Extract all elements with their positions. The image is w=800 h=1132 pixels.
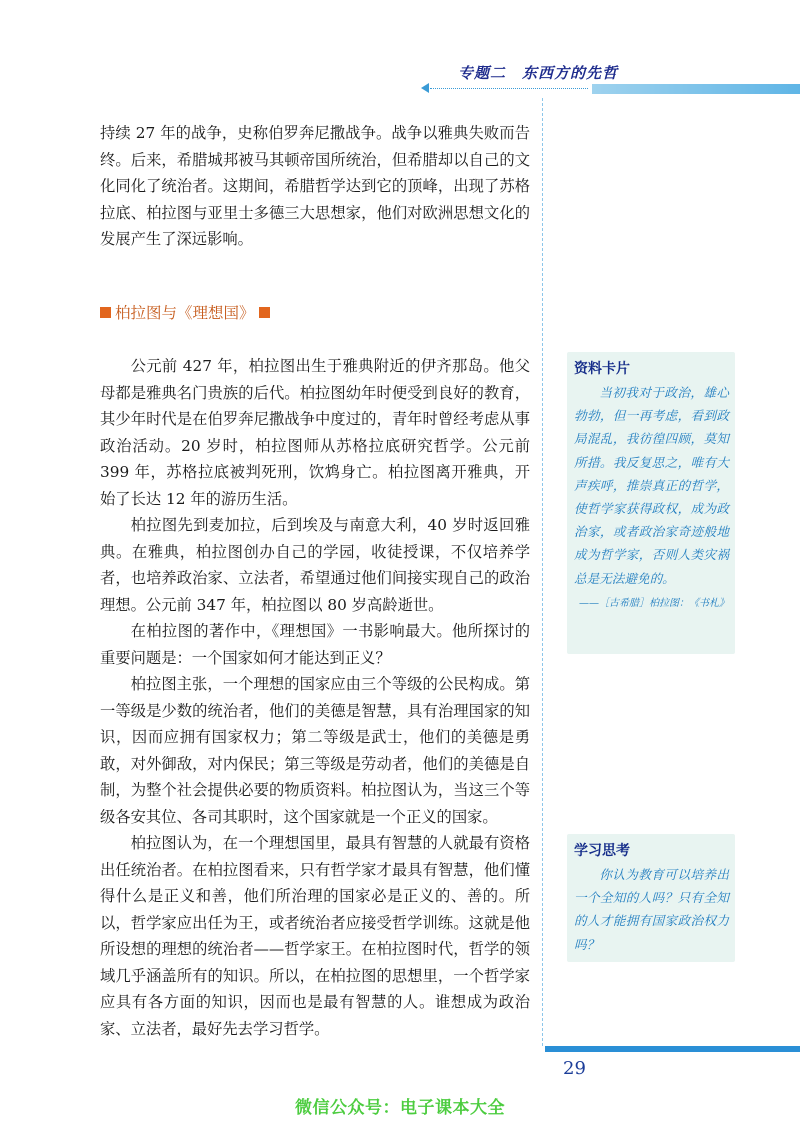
paragraph: 柏拉图认为，在一个理想国里，最具有智慧的人就最有资格出任统治者。在柏拉图看来，只有哲学家才最具有智慧，他们懂得什么是正义和善，他们所治理的国家必是正义的、善的。所以，哲学家应出任为王，或者统治者应接受哲学训练。这就是他所设想的理想的统治者——哲学家王。在柏拉图时代，哲学的领域几乎涵盖所有的知识。所以，在柏拉图的思想里，一个哲学家应具有各方面的知识，因而也是最有智慧的人。谁想成为政治家、立法者，最好先去学习哲学。 [100,834,530,1038]
chapter-title: 专题二 东西方的先哲 [458,64,619,82]
paragraph: 在柏拉图的著作中，《理想国》一书影响最大。他所探讨的重要问题是：一个国家如何才能达到正义？ [100,622,530,667]
square-bullet-icon [259,307,270,318]
material-card [567,352,735,654]
paragraph: 柏拉图先到麦加拉，后到埃及与南意大利，40 岁时返回雅典。在雅典，柏拉图创办自己的学园，收徒授课，不仅培养学者，也培养政治家、立法者，希望通过他们间接实现自己的政治理想。公元前 347 年，柏拉图以 80 岁高龄逝世。 [100,516,530,614]
paragraph: 柏拉图主张，一个理想的国家应由三个等级的公民构成。第一等级是少数的统治者，他们的美德是智慧，具有治理国家的知识，因而应拥有国家权力；第二等级是武士，他们的美德是勇敢，对外御敌，对内保民；第三等级是劳动者，他们的美德是自制，为整个社会提供必要的物质资料。柏拉图认为，当这三个等级各安其位、各司其职时，这个国家就是一个正义的国家。 [100,675,530,826]
header-color-bar [592,84,800,94]
material-card-body [567,381,735,594]
column-divider [542,98,543,1046]
footer-bar [545,1046,800,1052]
watermark: 微信公众号：电子课本大全 [295,1098,505,1118]
intro-paragraph: 持续 27 年的战争，史称伯罗奔尼撒战争。战争以雅典失败而告终。后来，希腊城邦被马其顿帝国所统治，但希腊却以自己的文化同化了统治者。这期间，希腊哲学达到它的顶峰，出现了苏格拉底、柏拉图与亚里士多德三大思想家，他们对欧洲思想文化的发展产生了深远影响。 [100,124,530,248]
paragraph: 公元前 427 年，柏拉图出生于雅典附近的伊齐那岛。他父母都是雅典名门贵族的后代。柏拉图幼年时便受到良好的教育，其少年时代是在伯罗奔尼撒战争中度过的，青年时曾经考虑从事政治活动。20 岁时，柏拉图师从苏格拉底研究哲学。公元前 399 年，苏格拉底被判死刑，饮鸩身亡。柏拉图离开雅典，开始了长达 12 年的游历生活。 [100,357,530,508]
section-heading-text: 柏拉图与《理想国》 [115,304,255,322]
study-think-question: 你认为教育可以培养出一个全知的人吗？只有全知的人才能拥有国家政治权力吗？ [574,867,729,952]
material-card-quote: 当初我对于政治，雄心勃勃，但一再考虑，看到政局混乱，我彷徨四顾，莫知所措。我反复思之，唯有大声疾呼，推崇真正的哲学，使哲学家获得政权，成为政治家，或者政治家奇迹般地成为哲学家，否则人类灾祸总是无法避免的。 [574,385,729,586]
study-think-title: 学习思考 [574,843,630,859]
material-card-title: 资料卡片 [574,361,630,377]
study-think-box [567,834,735,962]
main-text [100,353,530,1042]
material-card-source: ——［古希腊］柏拉图：《书札》 [579,597,729,609]
arrow-left-icon [421,83,429,93]
study-think-body [567,863,735,960]
intro-text [100,120,530,253]
square-bullet-icon [100,307,111,318]
header-dotted-line [430,88,588,89]
section-heading [100,301,270,323]
page-number: 29 [563,1058,586,1079]
